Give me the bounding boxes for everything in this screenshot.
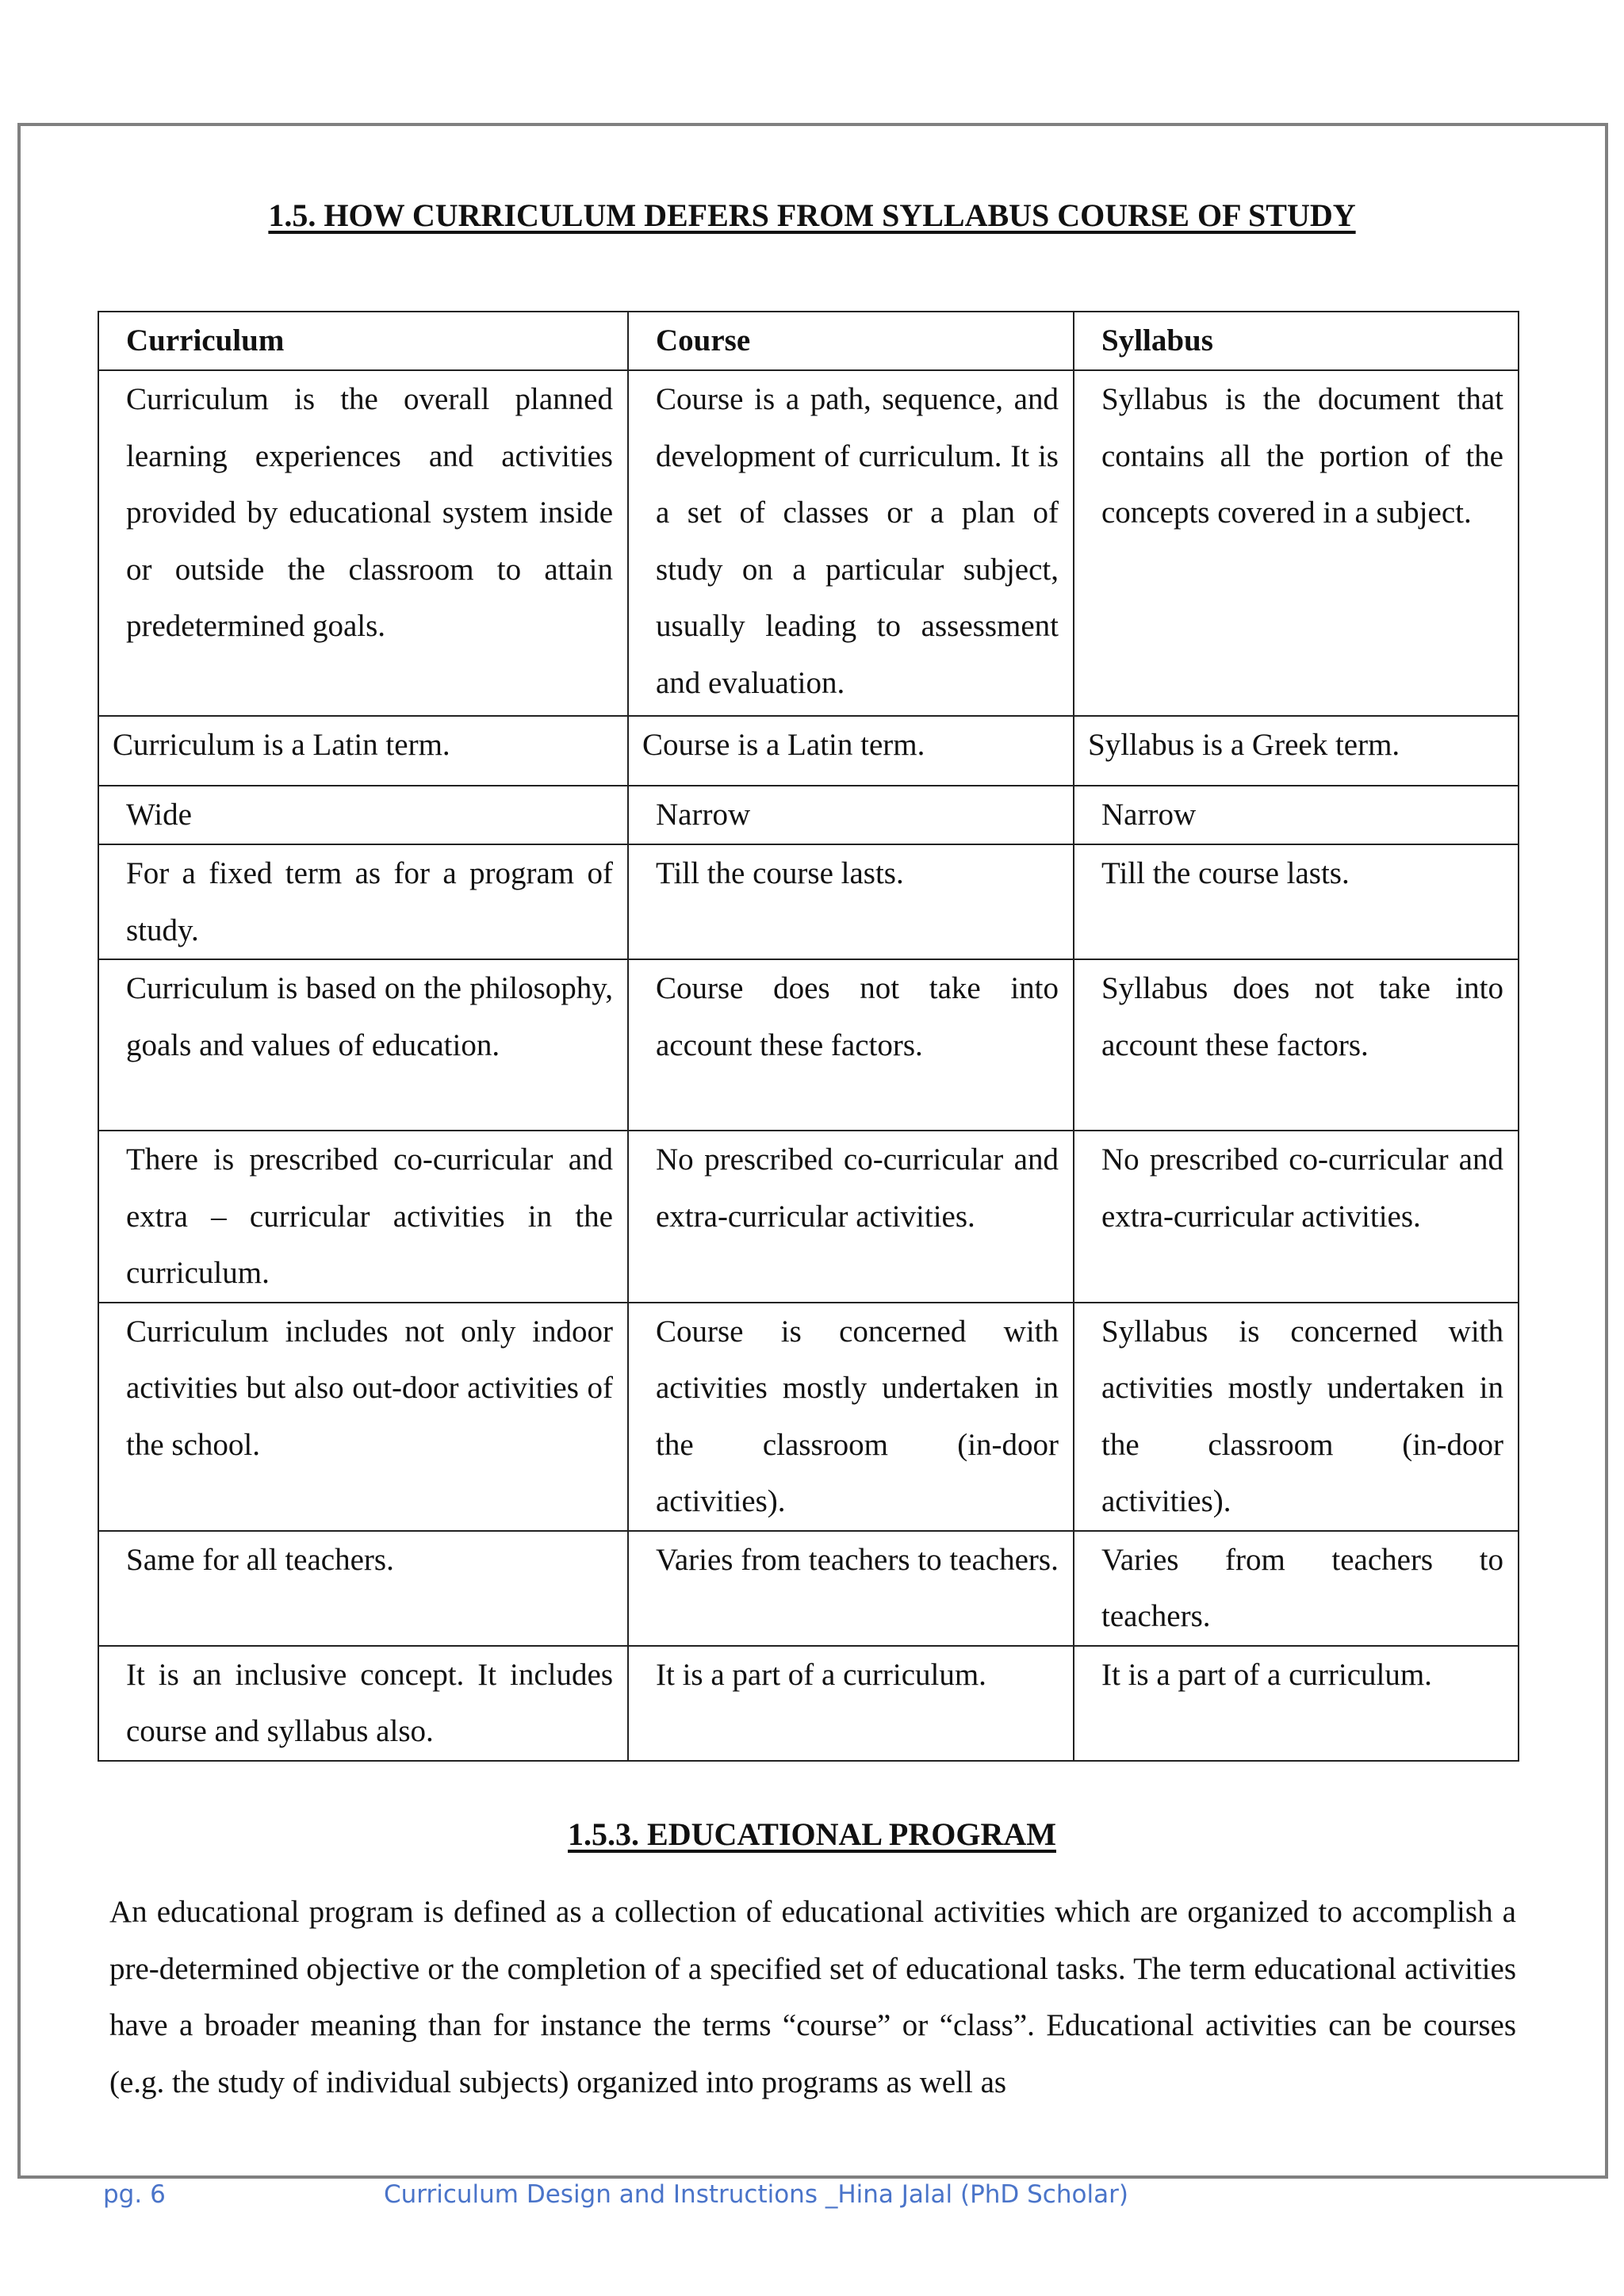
cell-syllabus: Syllabus is the document that contains all the portion of the concepts covered in a subject.	[1074, 370, 1519, 716]
cell-course: Till the course lasts.	[628, 844, 1074, 959]
table-row	[98, 370, 1519, 716]
header-curriculum: Curriculum	[98, 312, 628, 370]
table-row	[98, 1131, 1519, 1303]
table-row	[98, 1303, 1519, 1531]
table-row	[98, 1646, 1519, 1761]
cell-course: No prescribed co-curricular and extra-curricular activities.	[628, 1131, 1074, 1303]
table-row	[98, 844, 1519, 959]
header-syllabus: Syllabus	[1074, 312, 1519, 370]
table-row	[98, 786, 1519, 844]
cell-syllabus: Narrow	[1074, 786, 1519, 844]
cell-syllabus: Syllabus is a Greek term.	[1074, 716, 1519, 786]
table-row	[98, 959, 1519, 1131]
cell-course: It is a part of a curriculum.	[628, 1646, 1074, 1761]
cell-curriculum: Curriculum is a Latin term.	[98, 716, 628, 786]
cell-curriculum: Curriculum is the overall planned learning experiences and activities provided by educational system inside or outside the classroom to attain predetermined goals.	[98, 370, 628, 716]
cell-course: Course is a Latin term.	[628, 716, 1074, 786]
cell-course: Course is a path, sequence, and development of curriculum. It is a set of classes or a plan of study on a particular subject, usually leading to assessment and evaluation.	[628, 370, 1074, 716]
cell-curriculum: Curriculum includes not only indoor activities but also out-door activities of the school.	[98, 1303, 628, 1531]
cell-curriculum: There is prescribed co-curricular and extra – curricular activities in the curriculum.	[98, 1131, 628, 1303]
cell-syllabus: Varies from teachers to teachers.	[1074, 1531, 1519, 1646]
footer-page-number: pg. 6	[103, 2180, 166, 2209]
section-heading-main: 1.5. HOW CURRICULUM DEFERS FROM SYLLABUS COURSE OF STUDY	[268, 197, 1356, 233]
cell-curriculum: Wide	[98, 786, 628, 844]
cell-syllabus: It is a part of a curriculum.	[1074, 1646, 1519, 1761]
table-row	[98, 716, 1519, 786]
cell-course: Varies from teachers to teachers.	[628, 1531, 1074, 1646]
footer-title: Curriculum Design and Instructions _Hina Jalal (PhD Scholar)	[384, 2180, 1128, 2209]
cell-curriculum: Curriculum is based on the philosophy, goals and values of education.	[98, 959, 628, 1131]
table-row	[98, 1531, 1519, 1646]
cell-course: Narrow	[628, 786, 1074, 844]
cell-syllabus: Syllabus does not take into account these factors.	[1074, 959, 1519, 1131]
header-course: Course	[628, 312, 1074, 370]
body-paragraph: An educational program is defined as a collection of educational activities which are organized to accomplish a pre-determined objective or the completion of a specified set of educational tasks. The term educational activities have a broader meaning than for instance the terms “course” or “class”. Educational activities can be courses (e.g. the study of individual subjects) organized into programs as well as	[109, 1895, 1516, 2099]
comparison-table	[98, 311, 1519, 1762]
table-header-row	[98, 312, 1519, 370]
cell-curriculum: For a fixed term as for a program of study.	[98, 844, 628, 959]
cell-syllabus: Till the course lasts.	[1074, 844, 1519, 959]
cell-curriculum: Same for all teachers.	[98, 1531, 628, 1646]
cell-curriculum: It is an inclusive concept. It includes course and syllabus also.	[98, 1646, 628, 1761]
section-heading-educational-program: 1.5.3. EDUCATIONAL PROGRAM	[568, 1816, 1056, 1852]
cell-course: Course does not take into account these factors.	[628, 959, 1074, 1131]
cell-syllabus: No prescribed co-curricular and extra-curricular activities.	[1074, 1131, 1519, 1303]
cell-course: Course is concerned with activities mostly undertaken in the classroom (in-door activities).	[628, 1303, 1074, 1531]
cell-syllabus: Syllabus is concerned with activities mostly undertaken in the classroom (in-door activities).	[1074, 1303, 1519, 1531]
